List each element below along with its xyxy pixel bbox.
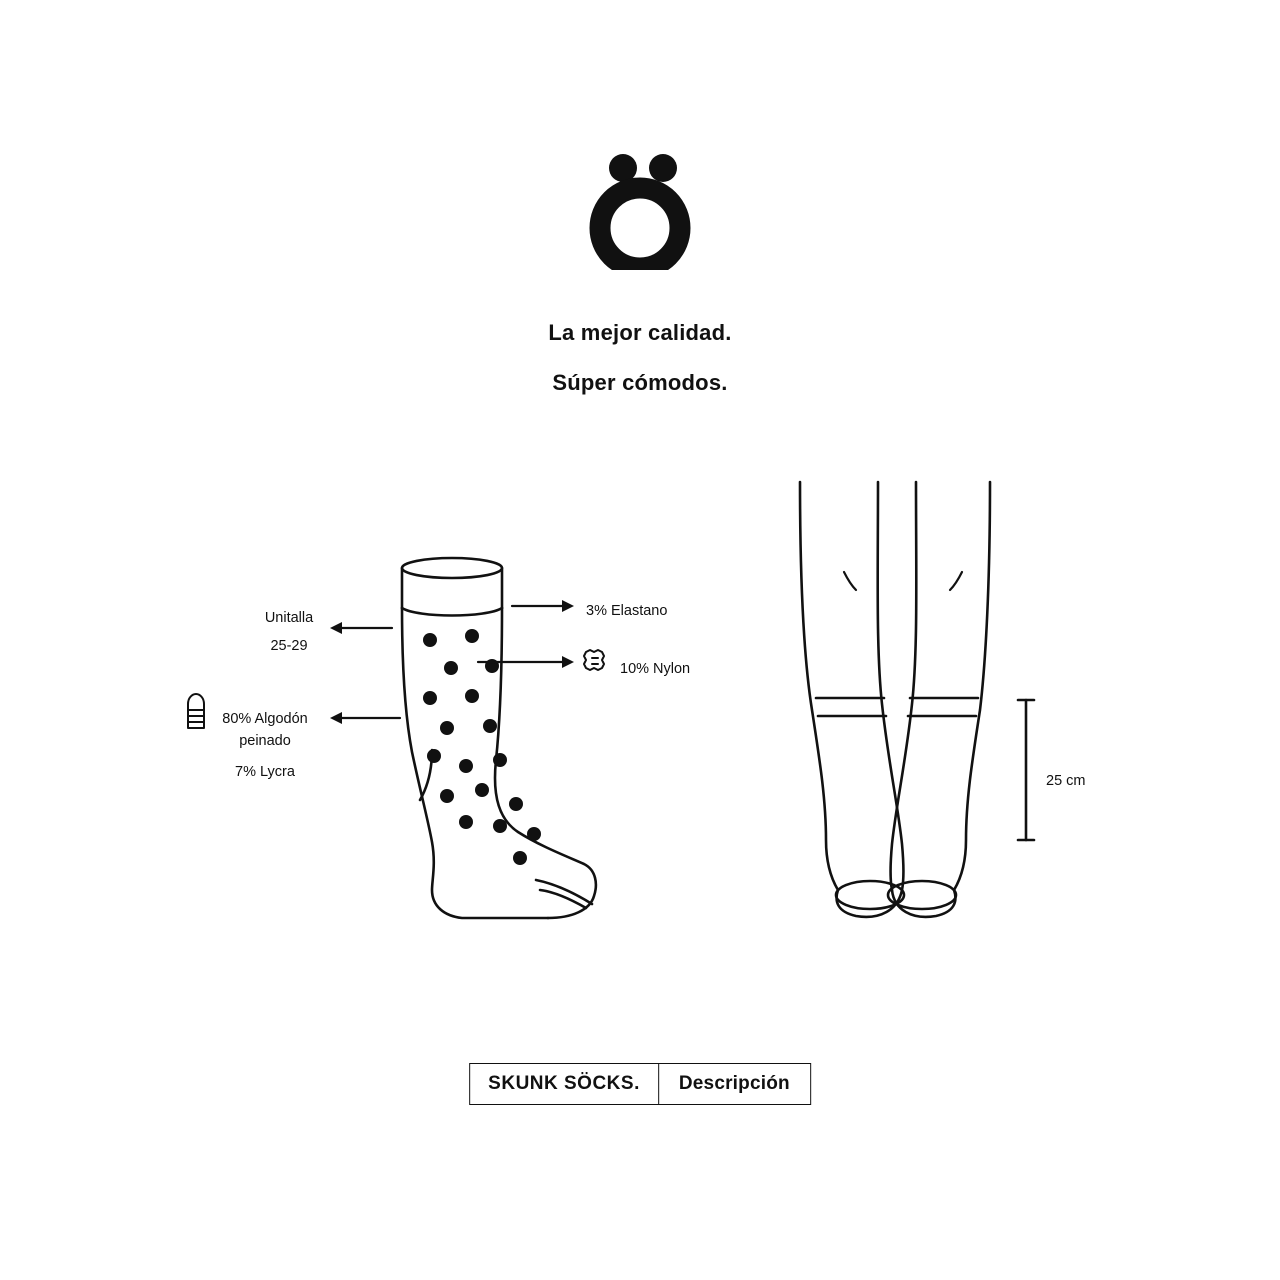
sock-illustration <box>402 558 596 918</box>
annotation-elastano-label: 3% Elastano <box>586 603 668 619</box>
skunk-o-umlaut-logo-icon <box>575 150 705 270</box>
annotation-unitalla-label: Unitalla <box>264 610 314 626</box>
tagline-secondary: Súper cómodos. <box>552 370 728 395</box>
cotton-spool-icon <box>188 694 204 728</box>
measurement-bracket <box>1018 700 1034 840</box>
legs-illustration <box>800 482 990 917</box>
diagram-svg <box>0 460 1280 960</box>
sock-polka-dots <box>423 629 541 865</box>
footer-brand: SKUNK SÖCKS. <box>470 1064 659 1104</box>
annotation-algodon-label: 80% Algodón <box>222 711 308 727</box>
logo-container <box>0 150 1280 275</box>
measurement-label: 25 cm <box>1046 773 1086 789</box>
annotation-unitalla-value: 25-29 <box>270 638 308 654</box>
product-diagram <box>0 460 1280 960</box>
annotation-algodon-label-2: peinado <box>239 733 291 749</box>
tagline-primary: La mejor calidad. <box>548 320 732 345</box>
annotation-lycra-label: 7% Lycra <box>235 764 295 780</box>
annotation-nylon-label: 10% Nylon <box>620 661 691 677</box>
footer-section-label: Descripción <box>678 1073 790 1094</box>
nylon-swatch-icon <box>584 650 604 670</box>
footer-badge <box>469 1063 811 1105</box>
